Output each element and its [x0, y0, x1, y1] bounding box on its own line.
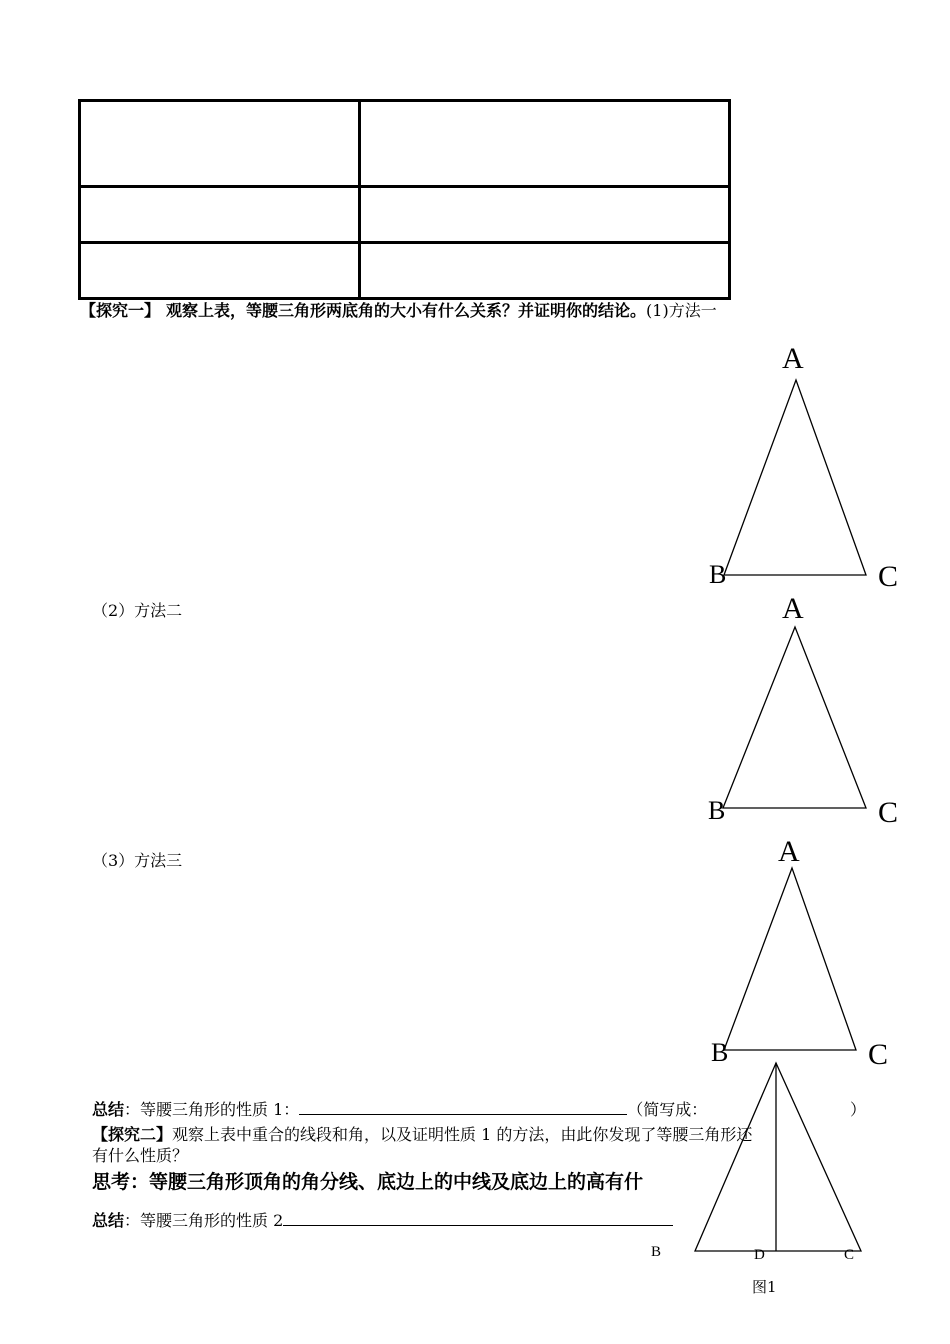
explore2-line1: [92, 1122, 752, 1145]
summary2-text: ：等腰三角形的性质 2: [124, 1211, 284, 1230]
tri3-label-c: C: [868, 1038, 889, 1071]
tri1-label-c: C: [878, 560, 899, 593]
method2-label: （2）方法二: [92, 601, 183, 620]
tri2-label-a: A: [782, 592, 804, 625]
tri1-label-a: A: [782, 342, 804, 375]
summary1-label: 总结: [92, 1100, 125, 1119]
summary1-text: ：等腰三角形的性质 1：: [124, 1100, 300, 1119]
fig1-caption: 图1: [752, 1278, 777, 1296]
fig1-label-c: C: [844, 1247, 855, 1263]
triangle-1: [724, 380, 866, 575]
method1-label: (1)方法一: [646, 301, 717, 320]
tri2-label-c: C: [878, 796, 899, 829]
explore2-text-1: 观察上表中重合的线段和角，以及证明性质 1 的方法，由此你发现了等腰三角形还: [172, 1125, 753, 1144]
explore2-heading: 【探究二】: [92, 1125, 173, 1144]
tri2-label-b: B: [708, 796, 726, 825]
summary1-abbr-open: （简写成：: [627, 1100, 708, 1119]
figure1-triangle: [695, 1063, 861, 1251]
fig1-label-b: B: [651, 1244, 662, 1260]
summary2-label: 总结: [92, 1211, 125, 1230]
triangle-3: [724, 868, 856, 1050]
think-line: 思考：等腰三角形顶角的角分线、底边上的中线及底边上的高有什: [92, 1171, 644, 1193]
triangle-2: [723, 627, 866, 808]
summary1-line: [92, 1097, 707, 1120]
summary2-line: [92, 1208, 673, 1231]
summary1-blank: [299, 1100, 627, 1115]
tri1-label-b: B: [709, 560, 727, 589]
fig1-label-d: D: [754, 1247, 765, 1263]
tri3-label-b: B: [711, 1038, 729, 1067]
method3-label: （3）方法三: [92, 851, 183, 870]
explore1-question: 观察上表，等腰三角形两底角的大小有什么关系？并证明你的结论。: [166, 301, 647, 320]
summary1-abbr-close: ）: [850, 1100, 867, 1119]
tri3-label-a: A: [778, 835, 800, 868]
summary2-blank: [283, 1211, 673, 1226]
explore2-text-2: 有什么性质？: [92, 1146, 189, 1165]
explore1-heading: 【探究一】: [80, 301, 161, 320]
